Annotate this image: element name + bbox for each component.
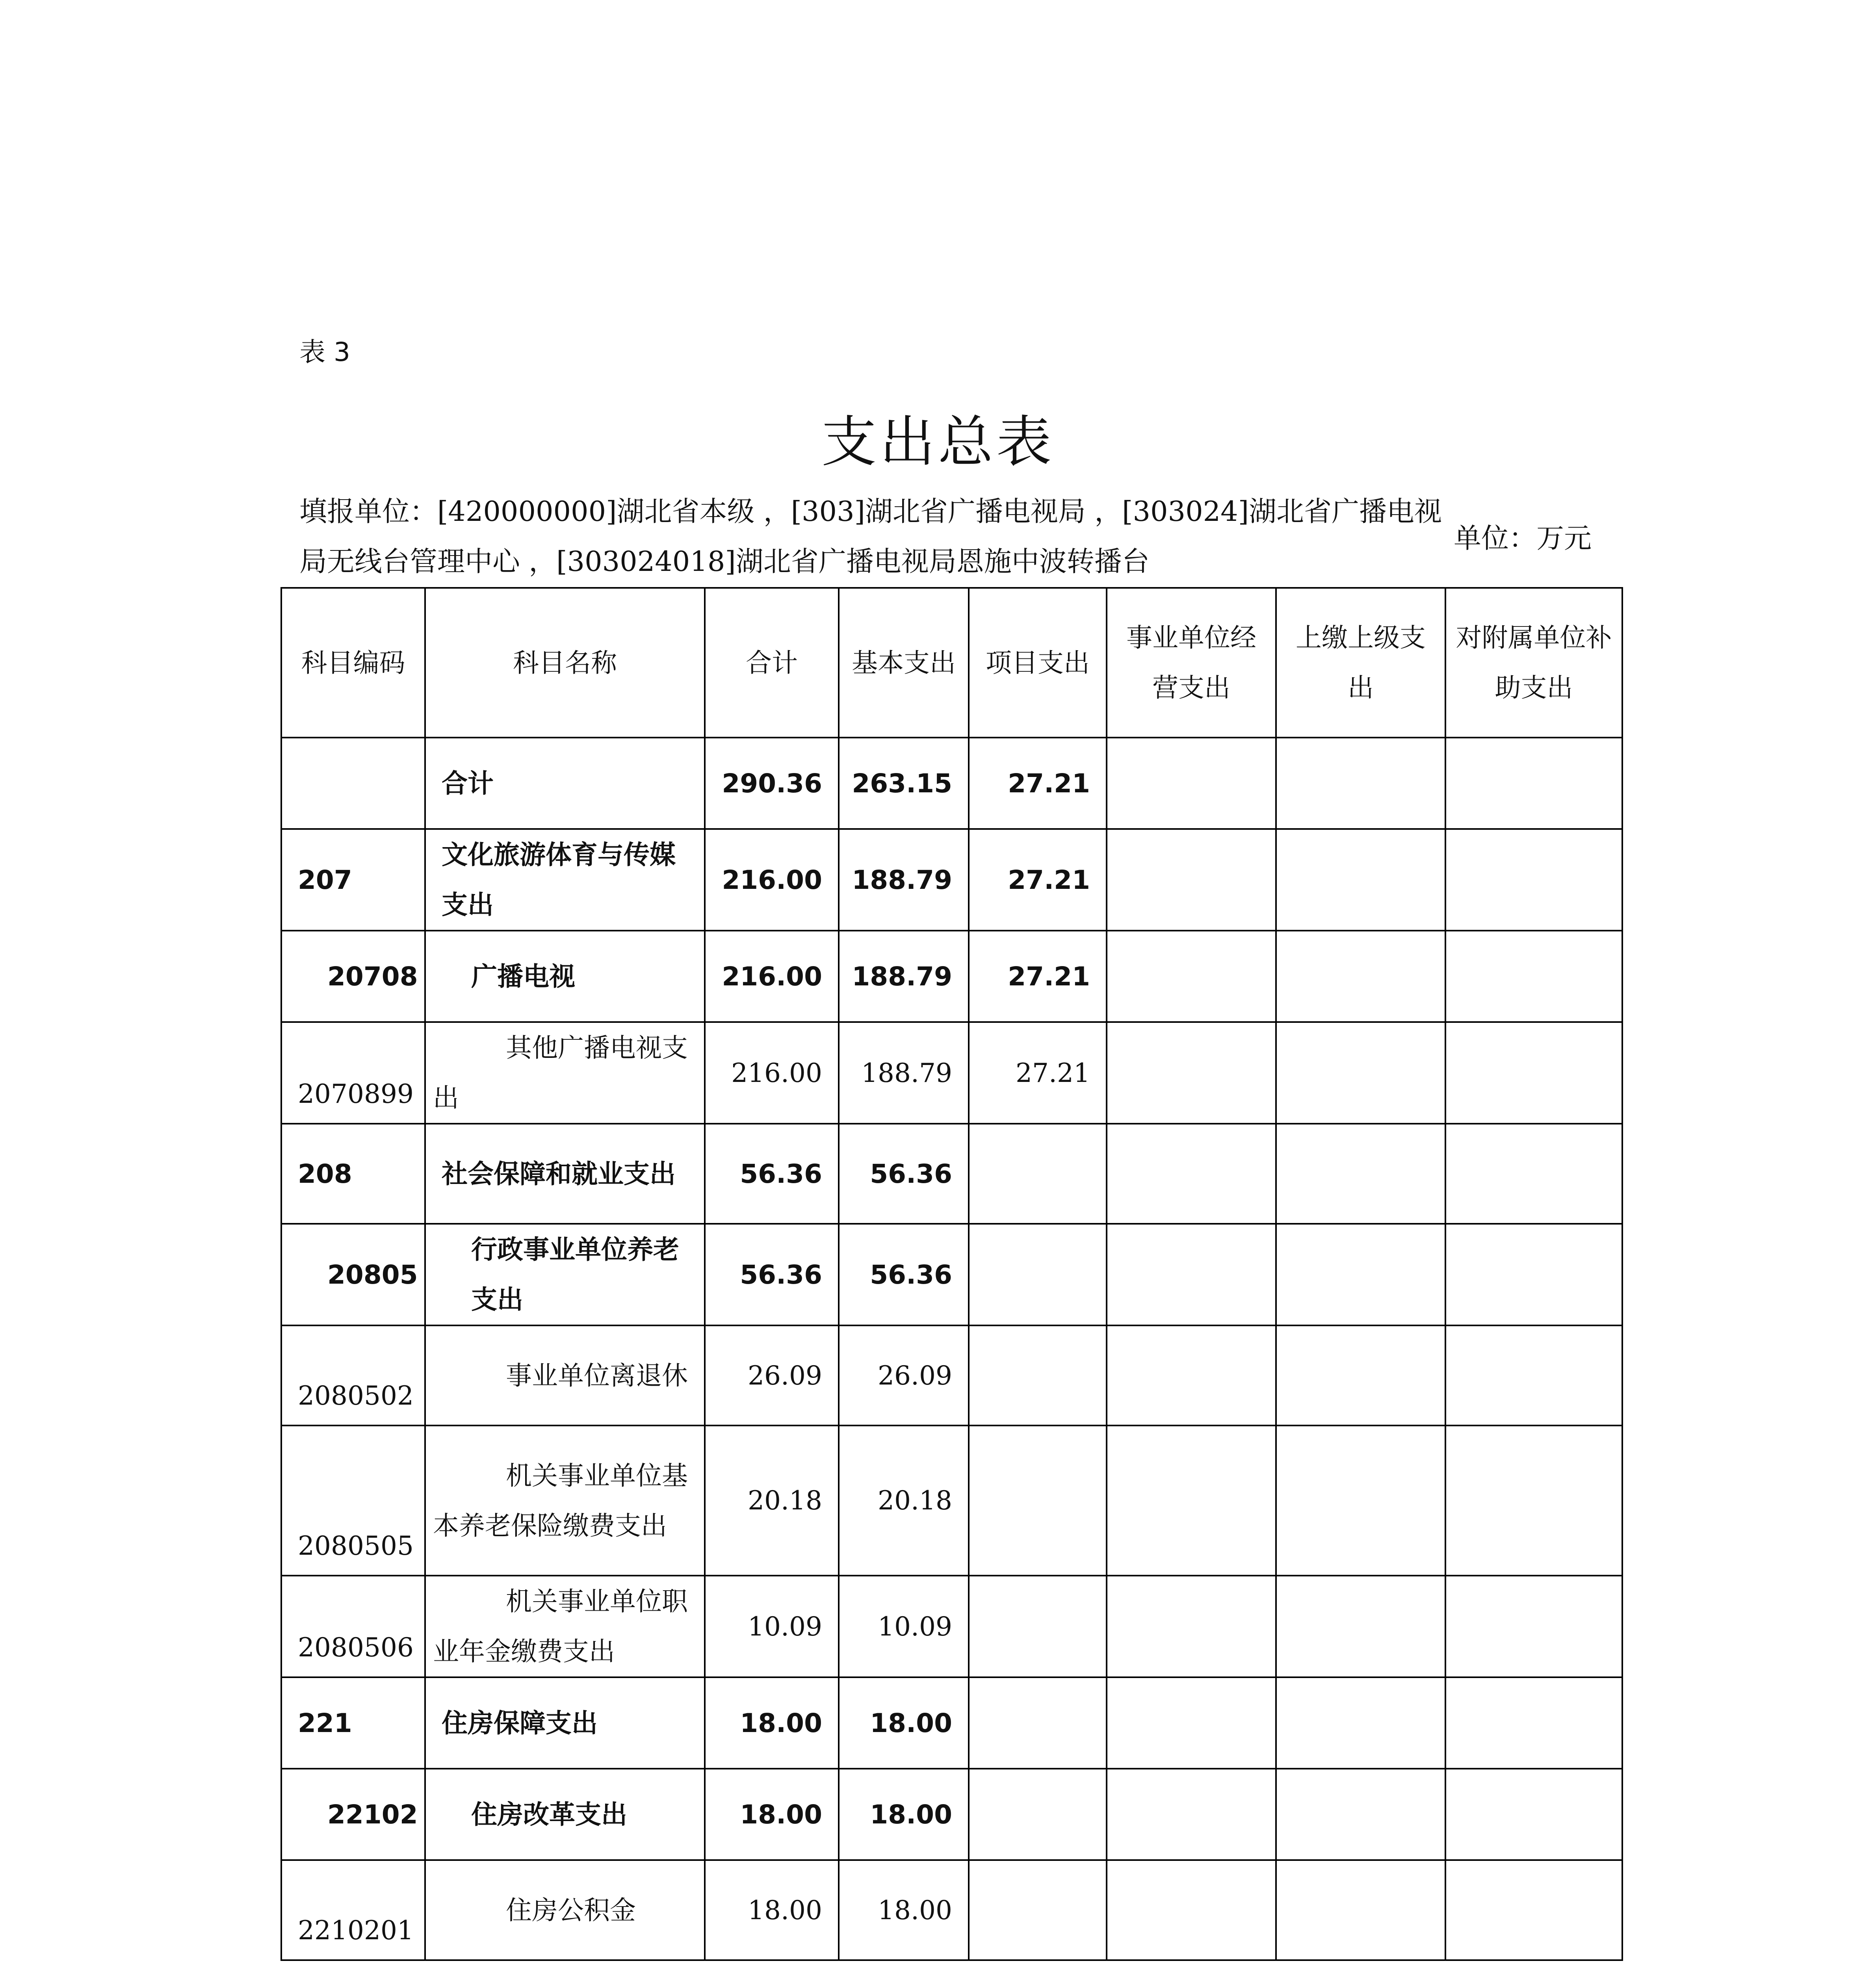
cell-name: 住房改革支出 (425, 1769, 705, 1860)
cell-code: 2080505 (281, 1425, 425, 1576)
cell-name: 住房保障支出 (425, 1677, 705, 1769)
table-row (281, 1425, 1622, 1576)
cell-project: 27.21 (969, 1022, 1107, 1124)
cell-business (1107, 1769, 1276, 1860)
cell-basic: 18.00 (839, 1769, 969, 1860)
cell-code (281, 738, 425, 829)
cell-upper (1276, 829, 1445, 931)
cell-total: 216.00 (705, 931, 839, 1022)
cell-code: 207 (281, 829, 425, 931)
header-business: 事业单位经营支出 (1107, 588, 1276, 738)
cell-business (1107, 1124, 1276, 1224)
cell-name: 社会保障和就业支出 (425, 1124, 705, 1224)
cell-upper (1276, 1576, 1445, 1677)
table-row (281, 1769, 1622, 1860)
cell-business (1107, 829, 1276, 931)
cell-basic: 188.79 (839, 931, 969, 1022)
cell-business (1107, 931, 1276, 1022)
cell-total: 216.00 (705, 829, 839, 931)
header-basic: 基本支出 (839, 588, 969, 738)
cell-total: 18.00 (705, 1769, 839, 1860)
cell-total: 18.00 (705, 1677, 839, 1769)
table-row (281, 738, 1622, 829)
cell-business (1107, 1677, 1276, 1769)
cell-upper (1276, 931, 1445, 1022)
cell-name: 机关事业单位基本养老保险缴费支出 (425, 1425, 705, 1576)
cell-name: 广播电视 (425, 931, 705, 1022)
cell-name: 合计 (425, 738, 705, 829)
table-row (281, 829, 1622, 931)
cell-project (969, 1769, 1107, 1860)
cell-subsidy (1445, 931, 1622, 1022)
cell-basic: 20.18 (839, 1425, 969, 1576)
cell-basic: 188.79 (839, 1022, 969, 1124)
cell-subsidy (1445, 1325, 1622, 1425)
table-row (281, 1677, 1622, 1769)
cell-upper (1276, 1325, 1445, 1425)
cell-upper (1276, 1224, 1445, 1325)
filing-unit: 填报单位：[420000000]湖北省本级 ，[303]湖北省广播电视局 ，[303024]湖北省广播电视局无线台管理中心 ，[303024018]湖北省广播电视局恩施中波转播台 (299, 495, 1442, 578)
unit-label: 单位：万元 (1454, 522, 1592, 554)
cell-code: 20708 (281, 931, 425, 1022)
table-row (281, 1022, 1622, 1124)
header-row (281, 588, 1622, 738)
cell-upper (1276, 1124, 1445, 1224)
cell-name: 事业单位离退休 (425, 1325, 705, 1425)
cell-total: 26.09 (705, 1325, 839, 1425)
cell-basic: 18.00 (839, 1860, 969, 1960)
header-subsidy: 对附属单位补助支出 (1445, 588, 1622, 738)
header-upper: 上缴上级支出 (1276, 588, 1445, 738)
cell-project (969, 1224, 1107, 1325)
cell-basic: 26.09 (839, 1325, 969, 1425)
table-row (281, 1576, 1622, 1677)
cell-subsidy (1445, 1124, 1622, 1224)
cell-total: 10.09 (705, 1576, 839, 1677)
expense-table (280, 587, 1623, 1961)
cell-code: 20805 (281, 1224, 425, 1325)
cell-subsidy (1445, 1224, 1622, 1325)
cell-project: 27.21 (969, 829, 1107, 931)
cell-project (969, 1860, 1107, 1960)
cell-basic: 18.00 (839, 1677, 969, 1769)
cell-code: 2080506 (281, 1576, 425, 1677)
header-total: 合计 (705, 588, 839, 738)
cell-business (1107, 738, 1276, 829)
cell-name: 其他广播电视支出 (425, 1022, 705, 1124)
cell-upper (1276, 1769, 1445, 1860)
cell-basic: 263.15 (839, 738, 969, 829)
cell-subsidy (1445, 1860, 1622, 1960)
cell-project: 27.21 (969, 738, 1107, 829)
header-name: 科目名称 (425, 588, 705, 738)
cell-subsidy (1445, 738, 1622, 829)
cell-project: 27.21 (969, 931, 1107, 1022)
cell-business (1107, 1224, 1276, 1325)
cell-name: 住房公积金 (425, 1860, 705, 1960)
cell-subsidy (1445, 1769, 1622, 1860)
cell-business (1107, 1022, 1276, 1124)
cell-code: 2080502 (281, 1325, 425, 1425)
cell-name: 行政事业单位养老支出 (425, 1224, 705, 1325)
cell-upper (1276, 738, 1445, 829)
cell-name: 机关事业单位职业年金缴费支出 (425, 1576, 705, 1677)
cell-subsidy (1445, 1425, 1622, 1576)
cell-business (1107, 1576, 1276, 1677)
table-row (281, 1860, 1622, 1960)
cell-project (969, 1124, 1107, 1224)
cell-subsidy (1445, 829, 1622, 931)
cell-code: 208 (281, 1124, 425, 1224)
table-row (281, 1325, 1622, 1425)
table-label: 表 3 (299, 337, 350, 367)
cell-total: 290.36 (705, 738, 839, 829)
cell-code: 2070899 (281, 1022, 425, 1124)
cell-name: 文化旅游体育与传媒支出 (425, 829, 705, 931)
cell-total: 216.00 (705, 1022, 839, 1124)
header-code: 科目编码 (281, 588, 425, 738)
header-project: 项目支出 (969, 588, 1107, 738)
cell-total: 56.36 (705, 1224, 839, 1325)
table-row (281, 931, 1622, 1022)
cell-project (969, 1325, 1107, 1425)
cell-project (969, 1576, 1107, 1677)
cell-code: 221 (281, 1677, 425, 1769)
cell-upper (1276, 1425, 1445, 1576)
cell-business (1107, 1325, 1276, 1425)
cell-total: 56.36 (705, 1124, 839, 1224)
cell-total: 20.18 (705, 1425, 839, 1576)
cell-business (1107, 1425, 1276, 1576)
cell-upper (1276, 1677, 1445, 1769)
cell-basic: 188.79 (839, 829, 969, 931)
cell-project (969, 1425, 1107, 1576)
cell-basic: 56.36 (839, 1224, 969, 1325)
cell-upper (1276, 1022, 1445, 1124)
cell-subsidy (1445, 1576, 1622, 1677)
table-row (281, 1124, 1622, 1224)
cell-code: 2210201 (281, 1860, 425, 1960)
cell-business (1107, 1860, 1276, 1960)
cell-total: 18.00 (705, 1860, 839, 1960)
cell-upper (1276, 1860, 1445, 1960)
cell-code: 22102 (281, 1769, 425, 1860)
cell-subsidy (1445, 1022, 1622, 1124)
table-row (281, 1224, 1622, 1325)
page-title: 支出总表 (821, 410, 1055, 474)
cell-project (969, 1677, 1107, 1769)
cell-basic: 56.36 (839, 1124, 969, 1224)
cell-subsidy (1445, 1677, 1622, 1769)
cell-basic: 10.09 (839, 1576, 969, 1677)
